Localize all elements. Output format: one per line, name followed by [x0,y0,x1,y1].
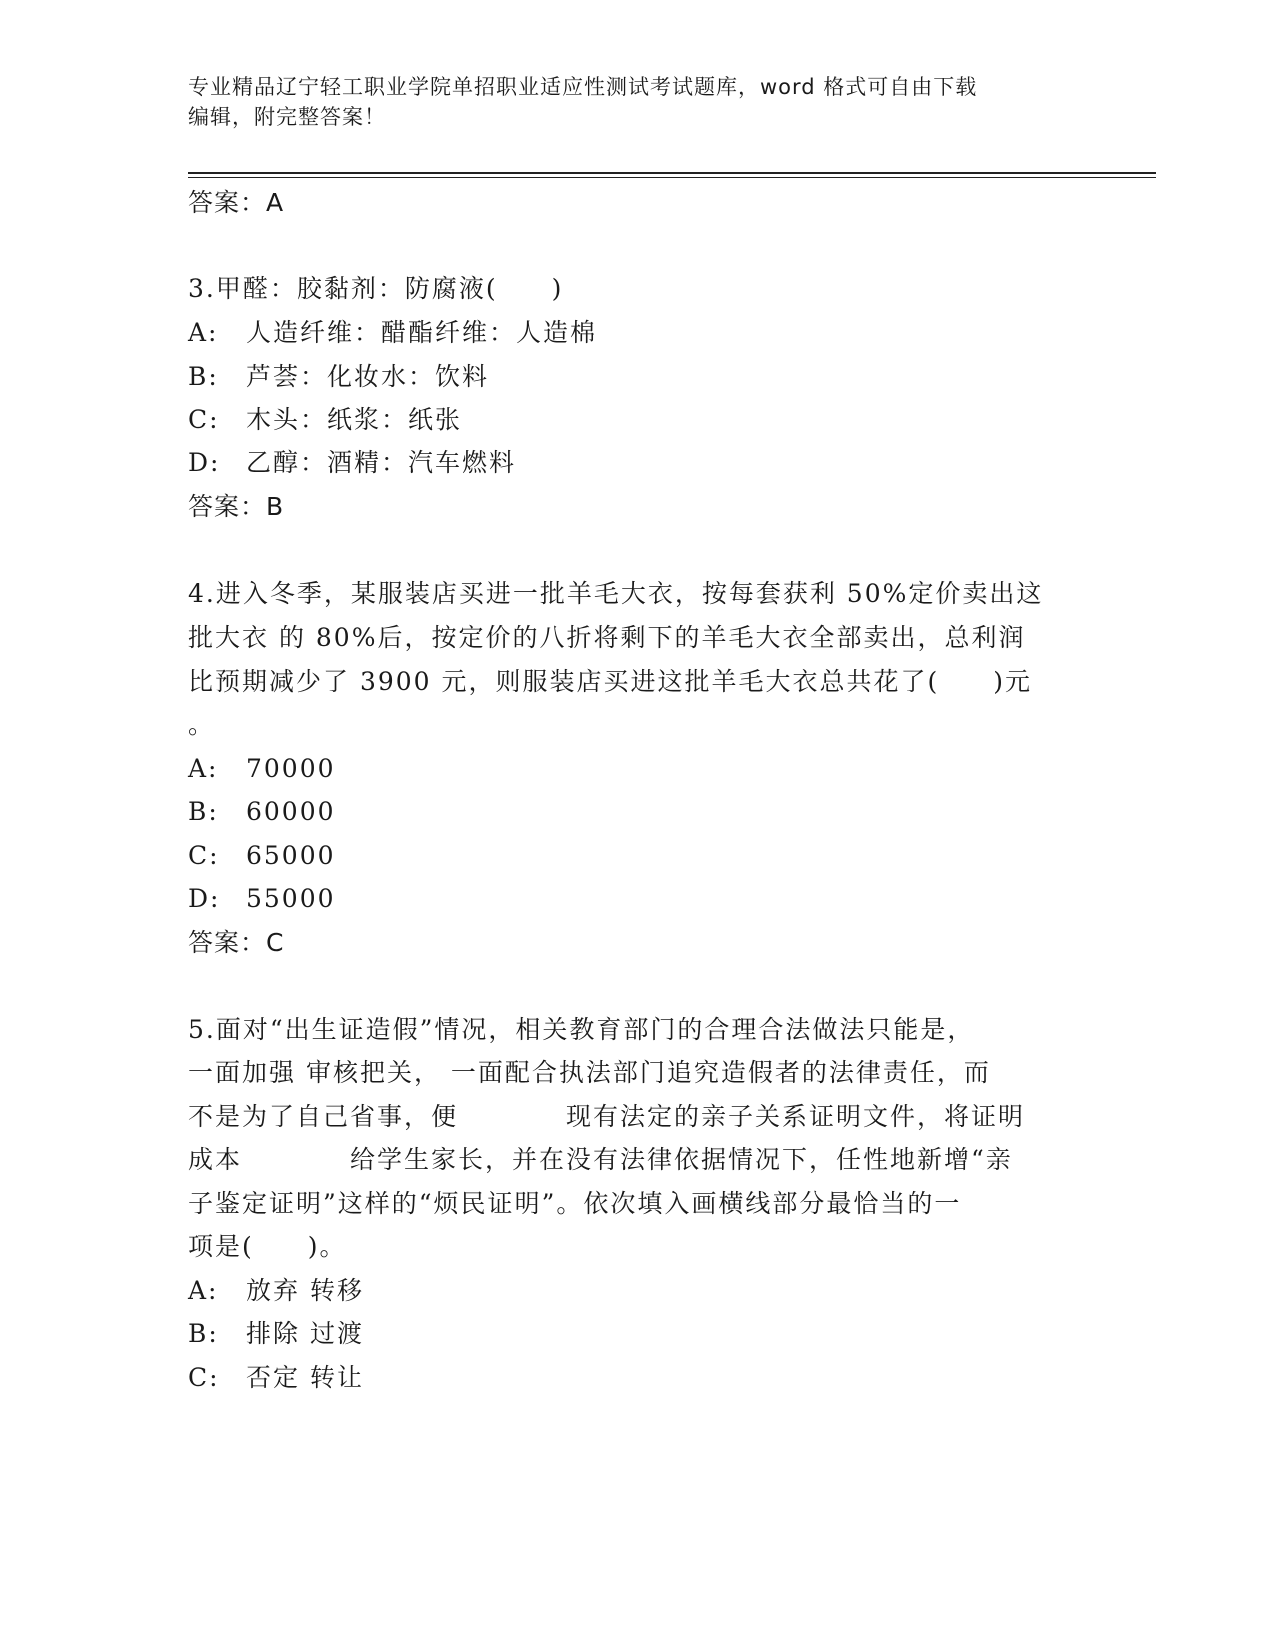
question-5-stem-line-4: 成本 给学生家长，并在没有法律依据情况下，任性地新增“亲 [188,1145,1013,1174]
question-5-stem-line-3: 不是为了自己省事，便 现有法定的亲子关系证明文件，将证明 [188,1102,1026,1131]
question-3-stem: 3.甲醛：胶黏剂：防腐液( ) [188,274,564,303]
option-letter: A: [188,1276,219,1305]
question-3-option-b [188,357,489,397]
question-3-option-d [188,443,516,483]
option-letter: C: [188,841,220,870]
option-letter: A: [188,754,219,783]
question-4-option-d [188,879,336,919]
question-4-option-a [188,749,336,789]
question-4-option-b [188,792,336,832]
option-text: 人造纤维：醋酯纤维：人造棉 [246,318,598,347]
option-letter: D: [188,884,221,913]
option-text: 70000 [246,754,336,783]
question-4-stem-line-1: 4.进入冬季，某服装店买进一批羊毛大衣，按每套获利 50%定价卖出这 [188,579,1044,608]
option-text: 芦荟：化妆水：饮料 [246,362,490,391]
question-5-stem-line-6: 项是( )。 [188,1232,347,1261]
previous-answer: 答案：A [188,188,285,217]
question-3-answer: 答案：B [188,492,285,521]
question-5-option-b [188,1314,364,1354]
question-4-option-c [188,836,336,876]
option-letter: D: [188,448,221,477]
option-letter: B: [188,1319,219,1348]
option-letter: A: [188,318,219,347]
option-letter: B: [188,362,219,391]
option-text: 乙醇：酒精：汽车燃料 [246,448,517,477]
header-rule-bottom [188,177,1156,178]
question-5-option-c [188,1358,364,1398]
question-3-option-a [188,313,597,353]
option-letter: C: [188,405,220,434]
header-title-line-1: 专业精品辽宁轻工职业学院单招职业适应性测试考试题库，word 格式可自由下载 [188,75,978,99]
question-3-option-c [188,400,462,440]
option-letter: B: [188,797,219,826]
option-text: 65000 [246,841,336,870]
question-5-stem-line-1: 5.面对“出生证造假”情况，相关教育部门的合理合法做法只能是， [188,1015,975,1044]
option-letter: C: [188,1363,220,1392]
header-rule-top [188,172,1156,174]
question-5-option-a [188,1271,364,1311]
question-4-stem-line-3: 比预期减少了 3900 元，则服装店买进这批羊毛大衣总共花了( )元 [188,667,1033,696]
option-text: 60000 [246,797,336,826]
question-4-stem-line-4: 。 [188,710,216,739]
question-5-stem-line-5: 子鉴定证明”这样的“烦民证明”。依次填入画横线部分最恰当的一 [188,1189,962,1218]
question-5-stem-line-2: 一面加强 审核把关， 一面配合执法部门追究造假者的法律责任，而 [188,1058,991,1087]
option-text: 否定 转让 [246,1363,364,1392]
question-4-stem-line-2: 批大衣 的 80%后，按定价的八折将剩下的羊毛大衣全部卖出，总利润 [188,623,1026,652]
question-4-answer: 答案：C [188,928,285,957]
option-text: 排除 过渡 [246,1319,364,1348]
option-text: 木头：纸浆：纸张 [246,405,463,434]
option-text: 放弃 转移 [246,1276,364,1305]
header-title-line-2: 编辑，附完整答案！ [188,105,386,129]
option-text: 55000 [246,884,336,913]
